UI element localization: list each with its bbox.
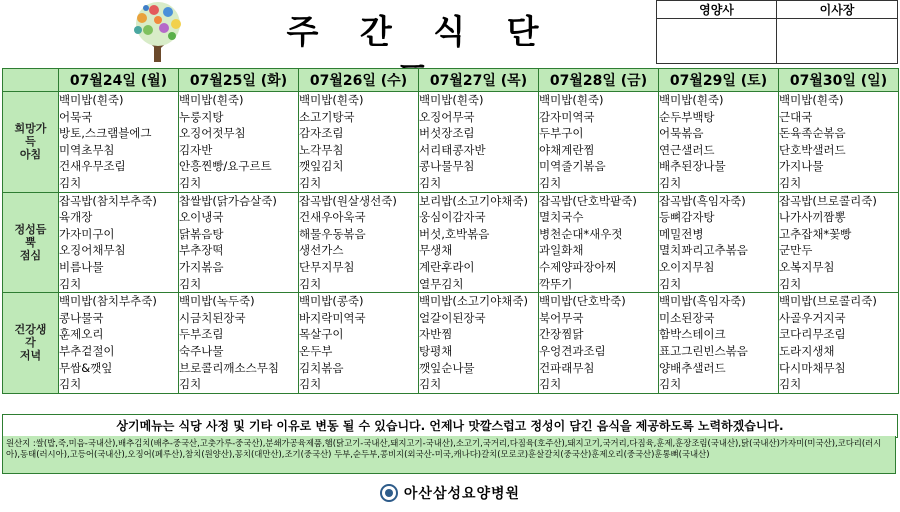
- menu-item: 돈육족순볶음: [779, 126, 846, 141]
- menu-item: 김치볶음: [299, 360, 344, 375]
- dinner-row: [3, 293, 899, 394]
- menu-item: 부추겉절이: [59, 343, 115, 358]
- menu-item: 백미밥(단호박죽): [539, 294, 626, 309]
- menu-item: 비름나물: [59, 259, 104, 274]
- notice-text: 상기메뉴는 식당 사정 및 기타 이유로 변동 될 수 있습니다. 언제나 맛깔스럽고 정성이 담긴 음식을 제공하도록 노력하겠습니다.: [2, 414, 898, 438]
- menu-item: 시금치된장국: [179, 310, 246, 325]
- meal-label-line: 득: [25, 135, 36, 149]
- menu-item: 김치: [419, 377, 442, 392]
- menu-item: 김치: [179, 276, 202, 291]
- menu-item: 백미밥(흰죽): [539, 93, 604, 107]
- menu-item: 백미밥(소고기야채죽): [419, 294, 528, 309]
- menu-item: 노각무침: [299, 142, 344, 157]
- menu-item: 백미밥(흰죽): [779, 93, 844, 107]
- menu-item: 백미밥(녹두죽): [179, 294, 255, 309]
- breakfast-day-cell: [299, 92, 419, 193]
- menu-item: 김치: [659, 377, 682, 392]
- menu-item: 김치: [59, 175, 82, 190]
- day-header: 07월27일 (목): [419, 69, 539, 92]
- menu-item: 멸치꽈리고추볶음: [659, 243, 748, 258]
- menu-item: 열무김치: [419, 276, 464, 291]
- menu-item: 콩나물무침: [419, 159, 475, 174]
- menu-item: 김치: [299, 175, 322, 190]
- menu-item: 두부구이: [539, 126, 584, 141]
- menu-item: 잡곡밥(원살생선죽): [299, 193, 397, 208]
- menu-item: 군만두: [779, 243, 813, 258]
- menu-item: 김치: [419, 175, 442, 190]
- dinner-day-cell: [179, 293, 299, 394]
- dinner-day-cell: [779, 293, 899, 394]
- menu-item: 웅심이감자국: [419, 210, 486, 225]
- menu-item: 목살구이: [299, 327, 344, 342]
- menu-item: 우엉견과조림: [539, 343, 606, 358]
- menu-item: 훈제오리: [59, 327, 104, 342]
- menu-item: 버섯장조림: [419, 126, 475, 141]
- menu-item: 김치: [659, 276, 682, 291]
- menu-item: 김치: [179, 377, 202, 392]
- menu-item: 단호박샐러드: [779, 142, 846, 157]
- menu-item: 북어무국: [539, 310, 584, 325]
- menu-item: 자반찜: [419, 327, 453, 342]
- menu-item: 숙주나물: [179, 343, 224, 358]
- tree-logo-icon: [120, 0, 196, 64]
- page-title: 주 간 식 단: [286, 12, 554, 51]
- menu-item: 김치: [539, 175, 562, 190]
- menu-item: 건새우무조림: [59, 159, 126, 174]
- meal-label-line: 아침: [19, 148, 42, 162]
- dinner-day-cell: [419, 293, 539, 394]
- menu-item: 간장찜닭: [539, 327, 584, 342]
- menu-item: 잡곡밥(단호박팥죽): [539, 193, 637, 208]
- day-header: 07월26일 (수): [299, 69, 419, 92]
- menu-item: 무생채: [419, 243, 453, 258]
- menu-item: 김치: [179, 175, 202, 190]
- meal-label-line: 점심: [19, 248, 42, 262]
- menu-item: 어묵국: [59, 109, 93, 124]
- menu-item: 오징어젓무침: [179, 126, 246, 141]
- menu-item: 수제양파장아찌: [539, 259, 617, 274]
- menu-item: 과일화채: [539, 243, 584, 258]
- menu-item: 백미밥(흰죽): [59, 93, 124, 107]
- hospital-name: 아산삼성요양병원: [403, 486, 521, 502]
- menu-item: 미소된장국: [659, 310, 715, 325]
- menu-item: 사골우거지국: [779, 310, 846, 325]
- approval-box: [656, 0, 898, 64]
- lunch-day-cell: [299, 192, 419, 293]
- lunch-day-cell: [419, 192, 539, 293]
- menu-item: 깻잎김치: [299, 159, 344, 174]
- day-header: 07월24일 (월): [59, 69, 179, 92]
- meal-label-line: 각: [25, 336, 36, 350]
- lunch-label: [3, 192, 59, 293]
- menu-item: 잡곡밥(참치부추죽): [59, 193, 157, 208]
- lunch-day-cell: [179, 192, 299, 293]
- menu-item: 안흥찐빵/요구르트: [179, 159, 272, 174]
- day-header: 07월29일 (토): [659, 69, 779, 92]
- menu-item: 김치: [299, 377, 322, 392]
- menu-item: 백미밥(흰죽): [179, 93, 244, 107]
- menu-item: 건파래무침: [539, 360, 595, 375]
- menu-item: 버섯,호박볶음: [419, 226, 490, 241]
- breakfast-day-cell: [179, 92, 299, 193]
- menu-item: 감자조림: [299, 126, 344, 141]
- hospital-logo-icon: [380, 484, 398, 502]
- meal-label-line: 뿍: [25, 235, 36, 249]
- menu-item: 육개장: [59, 210, 93, 225]
- menu-item: 두부조림: [179, 327, 224, 342]
- menu-item: 건새우아욱국: [299, 210, 366, 225]
- breakfast-row: [3, 92, 899, 193]
- meal-label-line: 저녁: [19, 349, 42, 363]
- menu-item: 김치: [59, 276, 82, 291]
- meal-label-line: 희망가: [14, 122, 47, 136]
- menu-item: 병천순대*새우젓: [539, 226, 623, 241]
- menu-item: 코다리무조림: [779, 327, 846, 342]
- menu-item: 연근샐러드: [659, 142, 715, 157]
- menu-item: 등뼈감자탕: [659, 210, 715, 225]
- menu-item: 잡곡밥(흑임자죽): [659, 193, 746, 208]
- menu-item: 김자반: [179, 142, 213, 157]
- menu-item: 고추잡채*꽃빵: [779, 226, 852, 241]
- menu-item: 오이냉국: [179, 210, 224, 225]
- menu-item: 찹쌀밥(닭가슴살죽): [179, 193, 277, 208]
- menu-item: 계란후라이: [419, 259, 475, 274]
- menu-item: 오이지무침: [659, 259, 715, 274]
- footer: [0, 480, 900, 506]
- menu-item: 닭볶음탕: [179, 226, 224, 241]
- menu-item: 누룽지탕: [179, 109, 224, 124]
- lunch-day-cell: [779, 192, 899, 293]
- menu-item: 단무지무침: [299, 259, 355, 274]
- menu-item: 생선가스: [299, 243, 344, 258]
- menu-item: 김치: [59, 377, 82, 392]
- menu-item: 김치: [779, 175, 802, 190]
- menu-item: 김치: [659, 175, 682, 190]
- menu-item: 양배추샐러드: [659, 360, 726, 375]
- day-header: 07월25일 (화): [179, 69, 299, 92]
- menu-table: [2, 68, 899, 394]
- corner-cell: [3, 69, 59, 92]
- menu-item: 부추장떡: [179, 243, 224, 258]
- menu-item: 다시마채무침: [779, 360, 846, 375]
- menu-item: 배추된장나물: [659, 159, 726, 174]
- lunch-row: [3, 192, 899, 293]
- dinner-day-cell: [539, 293, 659, 394]
- origin-info: 원산지 :쌀(밥,죽,미음-국내산),배추김치(배추-중국산,고춧가루-중국산),분쇄가공육제품,햄(닭고기-국내산,돼지고기-국내산),소고기,국거리,다짐육(호주산),돼지고기,국거리,다짐육,훈제,훈장조림(국내산),닭(국내산)가자미(미국산),코다리(러시아),동태(러시아),고등어(국내산),오징어(페루산),참치(원양산),꽁치(대만산),조기(중국산) 두부,순두부,콩비지(외국산-미국,캐나다)갈치(모로코)훈살갈치(중국산)훈제오리(중국산)훈통뼈(국내산): [2, 436, 896, 474]
- menu-item: 메밀전병: [659, 226, 704, 241]
- meal-label-line: 정성듬: [14, 222, 47, 236]
- lunch-day-cell: [59, 192, 179, 293]
- menu-item: 함박스테이크: [659, 327, 726, 342]
- menu-item: 깻잎순나물: [419, 360, 475, 375]
- dinner-day-cell: [59, 293, 179, 394]
- menu-item: 나가사끼짬뽕: [779, 210, 846, 225]
- menu-item: 오복지무침: [779, 259, 835, 274]
- menu-item: 깍뚜기: [539, 276, 573, 291]
- meal-label-line: 건강생: [14, 323, 47, 337]
- approval-director-label: 이사장: [777, 1, 897, 19]
- menu-item: 서리태콩자반: [419, 142, 486, 157]
- menu-item: 미역줄기볶음: [539, 159, 606, 174]
- menu-item: 가지나물: [779, 159, 824, 174]
- menu-item: 방토,스크램블에그: [59, 126, 152, 141]
- header: [0, 0, 900, 66]
- breakfast-day-cell: [779, 92, 899, 193]
- menu-item: 얼갈이된장국: [419, 310, 486, 325]
- director-signature-field[interactable]: [777, 19, 897, 63]
- menu-item: 브로콜리깨소스무침: [179, 360, 279, 375]
- menu-item: 가자미구이: [59, 226, 115, 241]
- menu-item: 오징어무국: [419, 109, 475, 124]
- menu-item: 가지볶음: [179, 259, 224, 274]
- menu-item: 김치: [299, 276, 322, 291]
- menu-item: 무쌈&깻잎: [59, 360, 113, 375]
- menu-item: 멸치국수: [539, 210, 584, 225]
- menu-item: 김치: [539, 377, 562, 392]
- day-header: 07월28일 (금): [539, 69, 659, 92]
- menu-item: 온두부: [299, 343, 333, 358]
- breakfast-day-cell: [659, 92, 779, 193]
- menu-item: 바지락미역국: [299, 310, 366, 325]
- menu-item: 김치: [779, 377, 802, 392]
- dietitian-signature-field[interactable]: [657, 19, 777, 63]
- menu-item: 백미밥(브로콜리죽): [779, 294, 877, 309]
- menu-item: 탕평채: [419, 343, 453, 358]
- menu-item: 보리밥(소고기야채죽): [419, 193, 528, 208]
- menu-item: 백미밥(참치부추죽): [59, 294, 157, 309]
- menu-item: 도라지생채: [779, 343, 835, 358]
- dinner-day-cell: [659, 293, 779, 394]
- breakfast-day-cell: [59, 92, 179, 193]
- menu-item: 순두부백탕: [659, 109, 715, 124]
- menu-item: 백미밥(흰죽): [659, 93, 724, 107]
- dinner-label: [3, 293, 59, 394]
- menu-item: 미역초무침: [59, 142, 115, 157]
- menu-item: 김치: [779, 276, 802, 291]
- menu-item: 백미밥(흰죽): [299, 93, 364, 107]
- menu-item: 오징어채무침: [59, 243, 126, 258]
- menu-item: 백미밥(흰죽): [419, 93, 484, 107]
- menu-item: 해물우동볶음: [299, 226, 366, 241]
- menu-item: 표고그린빈스볶음: [659, 343, 748, 358]
- breakfast-label: [3, 92, 59, 193]
- approval-dietitian-label: 영양사: [657, 1, 777, 19]
- menu-item: 백미밥(흑임자죽): [659, 294, 746, 309]
- menu-item: 근대국: [779, 109, 813, 124]
- menu-item: 감자미역국: [539, 109, 595, 124]
- dinner-day-cell: [299, 293, 419, 394]
- day-header-row: [3, 69, 899, 92]
- menu-item: 어묵볶음: [659, 126, 704, 141]
- lunch-day-cell: [659, 192, 779, 293]
- lunch-day-cell: [539, 192, 659, 293]
- day-header: 07월30일 (일): [779, 69, 899, 92]
- menu-item: 야채계란찜: [539, 142, 595, 157]
- breakfast-day-cell: [419, 92, 539, 193]
- menu-item: 콩나물국: [59, 310, 104, 325]
- breakfast-day-cell: [539, 92, 659, 193]
- menu-item: 잡곡밥(브로콜리죽): [779, 193, 877, 208]
- menu-item: 소고기탕국: [299, 109, 355, 124]
- menu-item: 백미밥(콩죽): [299, 294, 364, 309]
